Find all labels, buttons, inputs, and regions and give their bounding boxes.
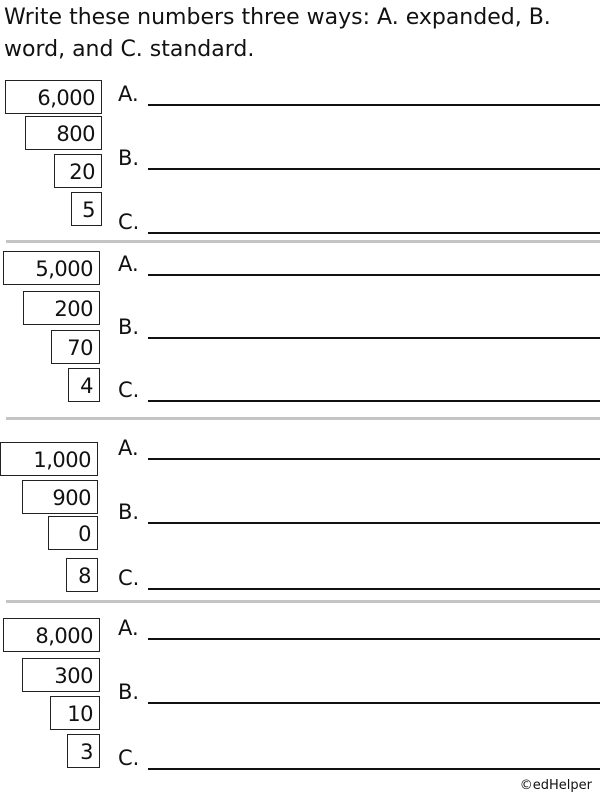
place-value-box-tens: 70 xyxy=(51,330,100,364)
problem-2 xyxy=(0,248,600,408)
divider xyxy=(6,417,600,420)
label-c: C. xyxy=(118,746,140,770)
place-value-box-hundreds: 800 xyxy=(25,116,102,150)
problem-3 xyxy=(0,430,600,595)
row-c xyxy=(118,742,600,772)
row-b xyxy=(118,311,600,341)
copyright-credit: ©edHelper xyxy=(519,778,592,793)
divider xyxy=(6,600,600,603)
place-value-box-hundreds: 900 xyxy=(22,480,98,514)
place-value-box-thousands: 6,000 xyxy=(5,80,102,114)
row-c xyxy=(118,374,600,404)
row-c xyxy=(118,206,600,236)
answer-line-c[interactable] xyxy=(148,588,600,590)
place-value-box-hundreds: 300 xyxy=(22,658,100,692)
row-b xyxy=(118,676,600,706)
instructions: Write these numbers three ways: A. expanded, B. word, and C. standard. xyxy=(4,5,551,62)
row-b xyxy=(118,496,600,526)
answer-line-c[interactable] xyxy=(148,400,600,402)
place-value-box-tens: 0 xyxy=(48,516,98,550)
label-a: A. xyxy=(118,616,139,640)
answer-line-b[interactable] xyxy=(148,337,600,339)
problem-4 xyxy=(0,612,600,777)
row-a xyxy=(118,612,600,642)
label-c: C. xyxy=(118,210,140,234)
place-value-box-thousands: 1,000 xyxy=(0,442,98,476)
answer-line-c[interactable] xyxy=(148,768,600,770)
label-c: C. xyxy=(118,566,140,590)
answer-line-b[interactable] xyxy=(148,168,600,170)
place-value-box-tens: 20 xyxy=(54,154,102,188)
place-value-box-hundreds: 200 xyxy=(23,291,100,325)
answer-line-a[interactable] xyxy=(148,458,600,460)
place-value-box-thousands: 8,000 xyxy=(3,618,100,652)
problem-1 xyxy=(0,76,600,236)
row-a xyxy=(118,78,600,108)
answer-line-b[interactable] xyxy=(148,522,600,524)
answer-line-a[interactable] xyxy=(148,274,600,276)
row-a xyxy=(118,248,600,278)
label-a: A. xyxy=(118,436,139,460)
place-value-box-ones: 8 xyxy=(66,558,98,592)
place-value-box-tens: 10 xyxy=(50,696,100,730)
divider xyxy=(6,240,600,243)
row-a xyxy=(118,432,600,462)
label-c: C. xyxy=(118,378,140,402)
row-c xyxy=(118,562,600,592)
label-a: A. xyxy=(118,82,139,106)
answer-line-b[interactable] xyxy=(148,702,600,704)
row-b xyxy=(118,142,600,172)
place-value-box-ones: 3 xyxy=(67,734,100,768)
place-value-box-ones: 4 xyxy=(68,368,100,402)
place-value-box-ones: 5 xyxy=(71,192,102,226)
place-value-box-thousands: 5,000 xyxy=(3,251,100,285)
answer-line-c[interactable] xyxy=(148,232,600,234)
label-b: B. xyxy=(118,146,140,170)
answer-line-a[interactable] xyxy=(148,104,600,106)
label-b: B. xyxy=(118,500,140,524)
label-b: B. xyxy=(118,680,140,704)
label-a: A. xyxy=(118,252,139,276)
answer-line-a[interactable] xyxy=(148,638,600,640)
label-b: B. xyxy=(118,315,140,339)
